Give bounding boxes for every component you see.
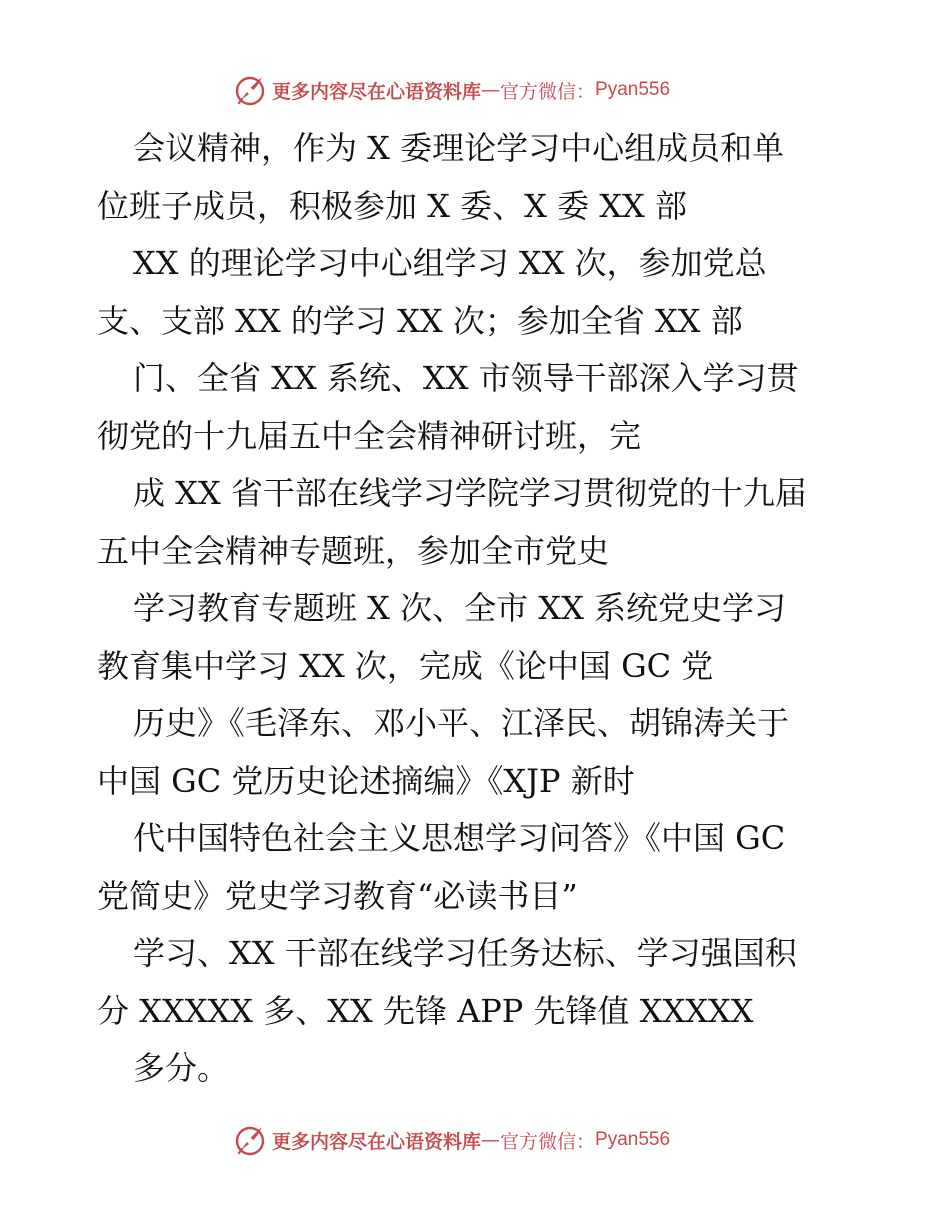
body-line: 学习教育专题班 X 次、全市 XX 系统党史学习 xyxy=(133,589,787,627)
watermark-footer xyxy=(232,1120,670,1160)
watermark-text: 更多内容尽在心语资料库 xyxy=(272,80,482,103)
watermark-text: 更多内容尽在心语资料库 xyxy=(272,1130,482,1153)
body-line: 中国 GC 党历史论述摘编》《XJP 新时 xyxy=(97,762,635,800)
quill-logo-icon xyxy=(232,1122,268,1158)
body-line: 彻党的十九届五中全会精神研讨班，完 xyxy=(97,417,642,455)
body-line: 历史》《毛泽东、邓小平、江泽民、胡锦涛关于 xyxy=(133,704,790,742)
watermark-label: 官方微信： xyxy=(500,80,596,103)
body-line: 多分。 xyxy=(133,1049,230,1087)
body-line: 分 XXXXX 多、XX 先锋 APP 先锋值 XXXXX xyxy=(97,992,754,1030)
watermark-label: 官方微信： xyxy=(500,1130,596,1153)
watermark-dash: — xyxy=(481,79,501,101)
body-line: 支、支部 XX 的学习 XX 次；参加全省 XX 部 xyxy=(97,302,743,340)
body-line: 教育集中学习 XX 次，完成《论中国 GC 党 xyxy=(97,647,714,685)
body-line: 门、全省 XX 系统、XX 市领导干部深入学习贯 xyxy=(133,359,799,397)
watermark-wechat-id: Pyan556 xyxy=(595,1129,671,1150)
body-line: 会议精神，作为 X 委理论学习中心组成员和单 xyxy=(133,129,785,167)
body-line: 五中全会精神专题班，参加全市党史 xyxy=(97,532,610,570)
body-line: 代中国特色社会主义思想学习问答》《中国 GC xyxy=(133,819,786,857)
body-line: 学习、XX 干部在线学习任务达标、学习强国积 xyxy=(133,934,797,972)
body-line: 成 XX 省干部在线学习学院学习贯彻党的十九届 xyxy=(133,474,807,512)
watermark-wechat-id: Pyan556 xyxy=(595,79,671,100)
watermark-dash: — xyxy=(481,1129,501,1151)
body-line: XX 的理论学习中心组学习 XX 次，参加党总 xyxy=(133,244,767,282)
body-line: 位班子成员，积极参加 X 委、X 委 XX 部 xyxy=(97,187,687,225)
body-line: 党简史》党史学习教育“必读书目” xyxy=(97,877,578,915)
